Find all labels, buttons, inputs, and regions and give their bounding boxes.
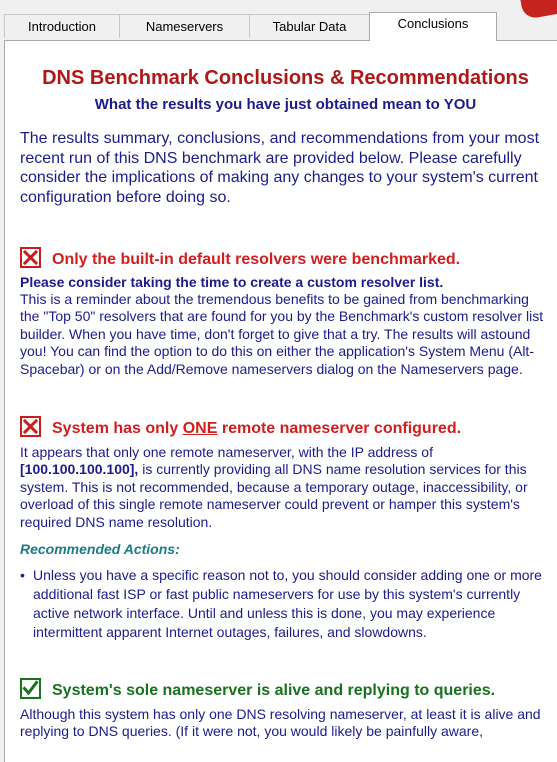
fail-x-icon xyxy=(20,416,41,437)
bullet-icon: • xyxy=(20,567,25,584)
tab-introduction[interactable]: Introduction xyxy=(4,14,120,38)
section-title: Only the built-in default resolvers were benchmarked. xyxy=(52,251,461,268)
section-title: System has only ONE remote nameserver configured. xyxy=(52,420,462,438)
tab-tabular-data[interactable]: Tabular Data xyxy=(249,14,370,38)
page-title: DNS Benchmark Conclusions & Recommendations xyxy=(42,67,529,89)
fail-x-icon xyxy=(20,247,41,268)
section-body: Although this system has only one DNS resolving nameserver, at least it is alive and replying to DNS queries. (If it were not, you would likely be painfully aware, xyxy=(20,706,541,740)
section-title: System's sole nameserver is alive and replying to queries. xyxy=(52,682,496,700)
list-item: • Unless you have a specific reason not to, you should consider adding one or more additional fast ISP or fast public nameservers for use by this system's currently active network interface. Until and unless this is done, you may experience intermittent apparent Internet outages, failures, and slowdowns. xyxy=(20,567,542,641)
tab-conclusions[interactable]: Conclusions xyxy=(369,12,497,41)
tab-nameservers[interactable]: Nameservers xyxy=(119,14,250,38)
emphasis-one: ONE xyxy=(182,420,218,438)
conclusions-panel[interactable] xyxy=(4,40,557,762)
recommended-actions-heading: Recommended Actions: xyxy=(20,541,180,558)
section-nameserver-alive xyxy=(20,678,551,741)
section-body: This is a reminder about the tremendous benefits to be gained from benchmarking the "Top 50" resolvers that are found for you by the Benchmark's custom resolver list builder. When you have time, don't forget to give that a try. The results will astound you! You can find the option to do this on either the application's System Menu (Alt-Spacebar) or on the Add/Remove nameservers dialog on the Nameservers page. xyxy=(20,291,544,377)
window-corner-close-icon[interactable] xyxy=(519,0,557,20)
page-subtitle: What the results you have just obtained mean to YOU xyxy=(94,96,477,113)
section-builtin-resolvers xyxy=(20,247,551,378)
section-body: It appears that only one remote nameserver, with the IP address of [100.100.100.100], is currently providing all DNS name resolution services for this system. This is not recommended, because a temporary outage, inaccessibility, or overload of this single remote nameserver could prevent or hamper this system's required DNS name resolution. xyxy=(20,444,528,530)
tab-bar xyxy=(0,0,557,40)
section-bold-line: Please consider taking the time to create a custom resolver list. xyxy=(20,274,444,290)
pass-check-icon xyxy=(20,678,41,699)
intro-paragraph: The results summary, conclusions, and recommendations from your most recent run of this DNS benchmark are provided below. Please carefully consider the implications of making any changes to your system's current configuration before doing so. xyxy=(20,130,540,206)
section-single-nameserver xyxy=(20,416,551,642)
nameserver-ip: [100.100.100.100], xyxy=(20,461,139,478)
